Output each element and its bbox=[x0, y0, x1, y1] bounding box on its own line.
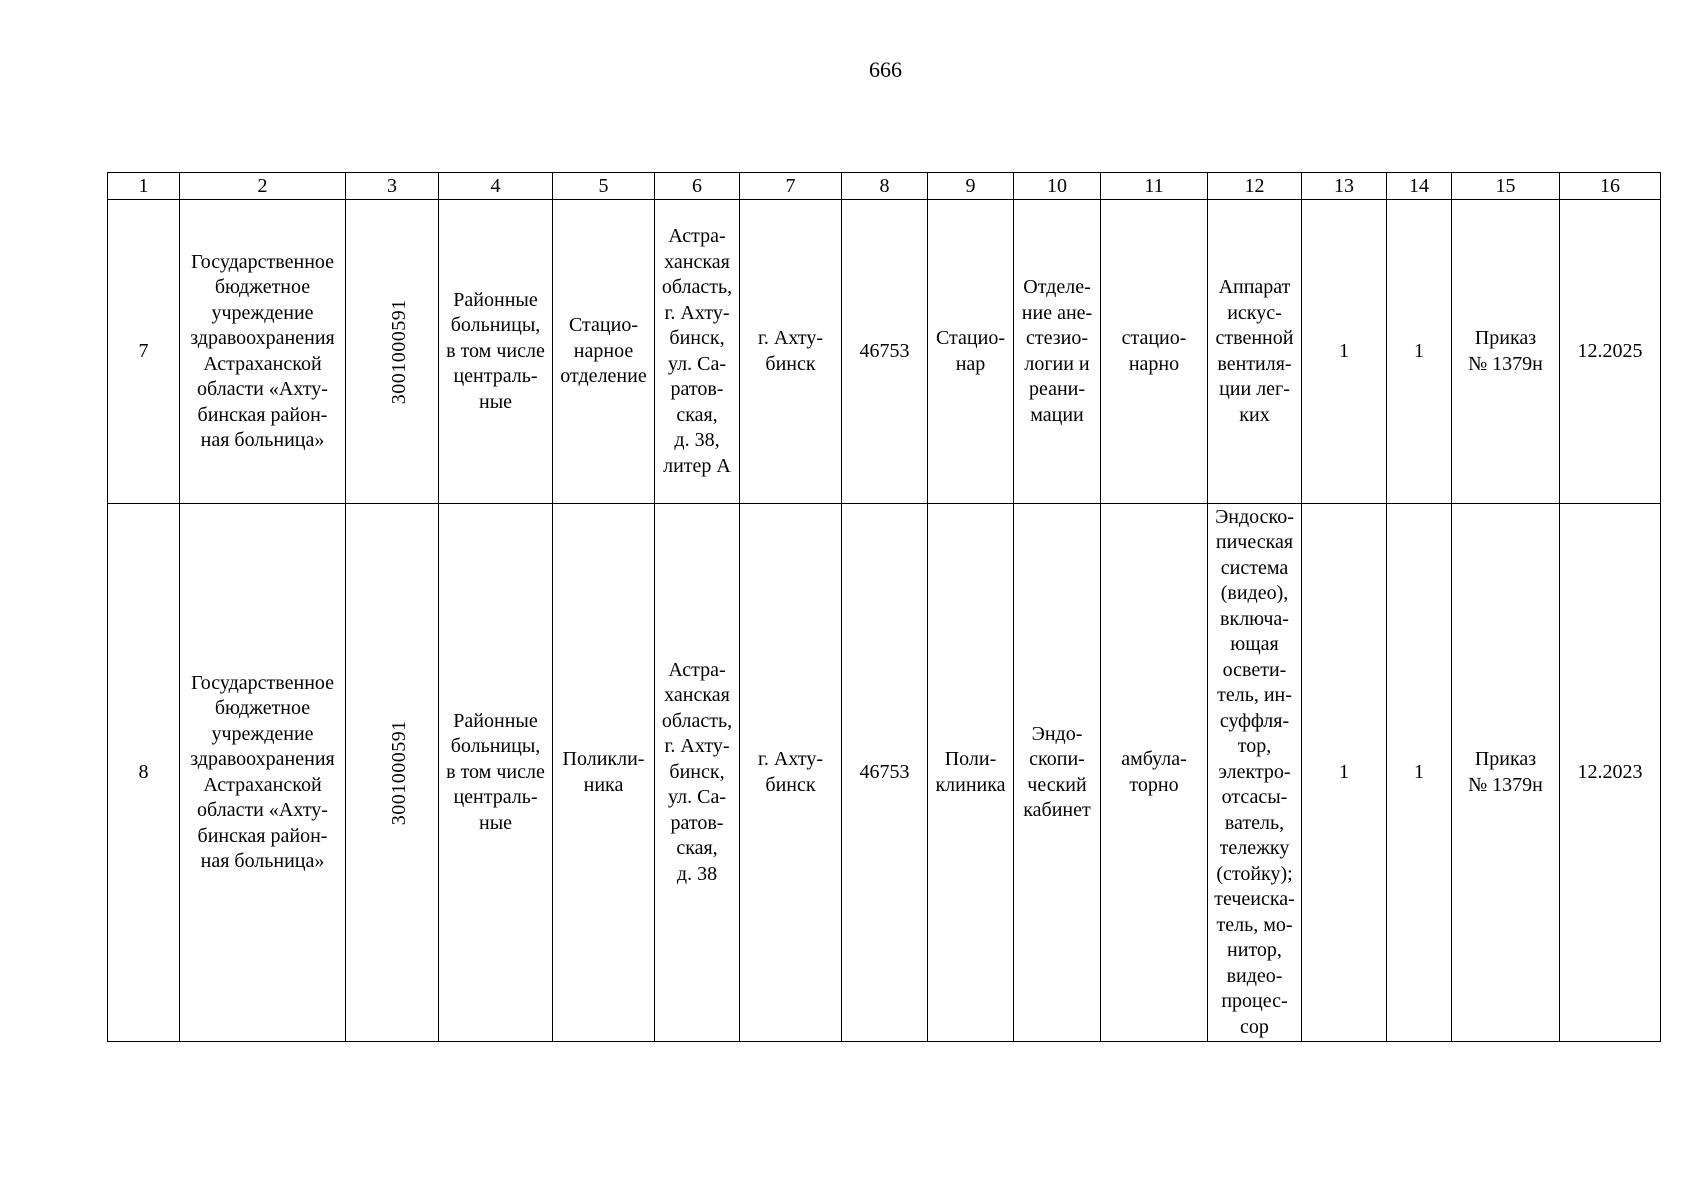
order-reference: Приказ № 1379н bbox=[1452, 504, 1560, 1042]
inn-value: 3001000591 bbox=[387, 720, 410, 825]
column-number: 13 bbox=[1302, 173, 1387, 200]
deadline-date: 12.2025 bbox=[1560, 200, 1661, 504]
table-row bbox=[108, 200, 1661, 504]
unit-name: Стацио- нарное отделение bbox=[553, 200, 655, 504]
column-number: 15 bbox=[1452, 173, 1560, 200]
locality: г. Ахту- бинск bbox=[740, 504, 842, 1042]
order-reference: Приказ № 1379н bbox=[1452, 200, 1560, 504]
oktmo-code: 46753 bbox=[842, 200, 928, 504]
inn-cell bbox=[346, 504, 439, 1042]
column-number: 3 bbox=[346, 173, 439, 200]
equipment: Аппарат искус- ственной вентиля- ции лег- ких bbox=[1208, 200, 1302, 504]
department: Эндо- скопи- ческий кабинет bbox=[1014, 504, 1101, 1042]
address: Астра- ханская область, г. Ахту- бинск, ул. Са- ратов- ская, д. 38 bbox=[655, 504, 740, 1042]
column-number: 14 bbox=[1387, 173, 1452, 200]
table-row bbox=[108, 504, 1661, 1042]
organization-name: Государственное бюджетное учреждение здравоохранения Астраханской области «Ахту- бинская район- ная больница» bbox=[180, 504, 346, 1042]
column-number: 1 bbox=[108, 173, 180, 200]
column-number: 16 bbox=[1560, 173, 1661, 200]
column-number: 7 bbox=[740, 173, 842, 200]
column-number: 11 bbox=[1101, 173, 1208, 200]
oktmo-code: 46753 bbox=[842, 504, 928, 1042]
care-setting: Стацио- нар bbox=[928, 200, 1014, 504]
column-number: 5 bbox=[553, 173, 655, 200]
care-setting: Поли- клиника bbox=[928, 504, 1014, 1042]
deadline-date: 12.2023 bbox=[1560, 504, 1661, 1042]
department: Отделе- ние ане- стезио- логии и реани- мации bbox=[1014, 200, 1101, 504]
unit-name: Поликли- ника bbox=[553, 504, 655, 1042]
care-conditions: амбула- торно bbox=[1101, 504, 1208, 1042]
quantity-cell: 1 bbox=[1302, 200, 1387, 504]
column-number: 12 bbox=[1208, 173, 1302, 200]
column-number: 4 bbox=[439, 173, 553, 200]
column-number: 9 bbox=[928, 173, 1014, 200]
quantity-cell: 1 bbox=[1387, 504, 1452, 1042]
column-number: 6 bbox=[655, 173, 740, 200]
address: Астра- ханская область, г. Ахту- бинск, ул. Са- ратов- ская, д. 38, литер А bbox=[655, 200, 740, 504]
page-number: 666 bbox=[869, 57, 902, 82]
locality: г. Ахту- бинск bbox=[740, 200, 842, 504]
column-number: 2 bbox=[180, 173, 346, 200]
organization-name: Государственное бюджетное учреждение здравоохранения Астраханской области «Ахту- бинская район- ная больница» bbox=[180, 200, 346, 504]
inn-value: 3001000591 bbox=[387, 299, 410, 404]
quantity-cell: 1 bbox=[1302, 504, 1387, 1042]
organization-type: Районные больницы, в том числе централь- ные bbox=[439, 504, 553, 1042]
header-row bbox=[108, 173, 1661, 200]
organization-type: Районные больницы, в том числе централь- ные bbox=[439, 200, 553, 504]
column-number: 10 bbox=[1014, 173, 1101, 200]
data-table bbox=[107, 172, 1661, 1042]
column-number: 8 bbox=[842, 173, 928, 200]
inn-cell bbox=[346, 200, 439, 504]
row-number: 7 bbox=[108, 200, 180, 504]
row-number: 8 bbox=[108, 504, 180, 1042]
equipment: Эндоско- пическая система (видео), включа- ющая освети- тель, ин- суффля- тор, электро- отсасы- ватель, тележку (стойку); течеиска- тель, мо- нитор, видео- процес- сор bbox=[1208, 504, 1302, 1042]
quantity-cell: 1 bbox=[1387, 200, 1452, 504]
care-conditions: стацио- нарно bbox=[1101, 200, 1208, 504]
